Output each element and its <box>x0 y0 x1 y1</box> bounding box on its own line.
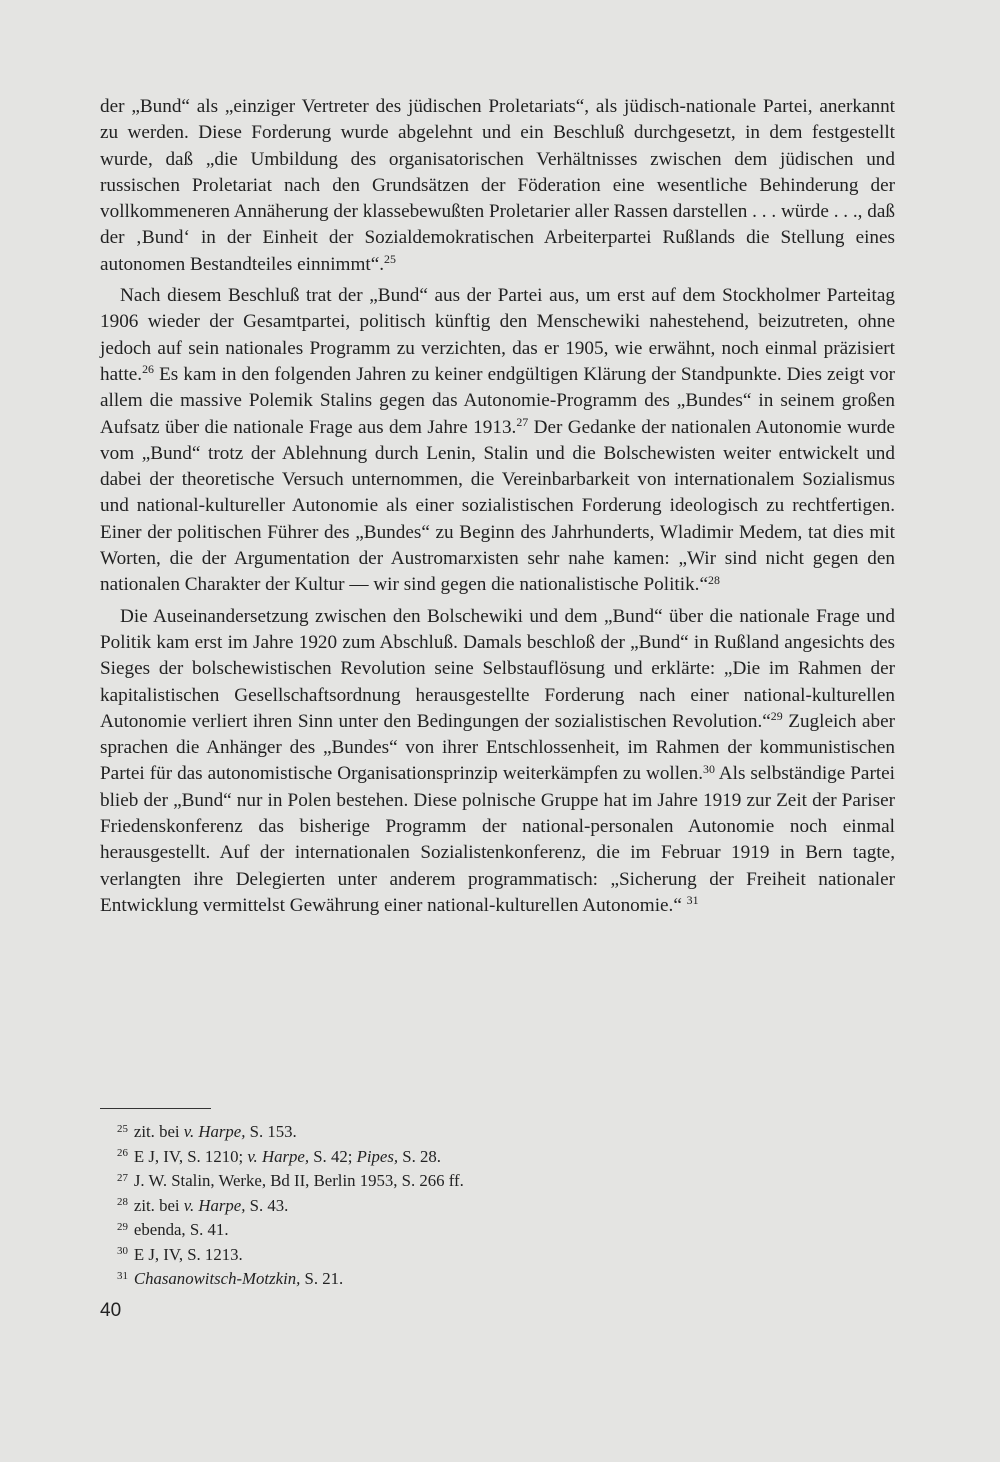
footnote-text: zit. bei <box>133 1195 184 1215</box>
footnote <box>117 1121 817 1146</box>
footnote-number: 28 <box>117 1196 128 1209</box>
text-run: der „Bund“ als „einziger Vertreter des jüdischen Proletariats“, als jüdisch-nationale Partei, anerkannt zu werden. Diese Forderung wurde abgelehnt und ein Beschluß durchgesetzt, in dem festgestellt wurde, daß „die Umbildung des organisatorischen Verhältnisses zwischen dem jüdischen und russischen Proletariat nach den Grundsätzen der Föderation eine wesentliche Behinderung der vollkommeneren Annäherung der klassebewußten Proletarier aller Rassen darstellen . . . würde . . ., daß der ‚Bund‘ in der Einheit der Sozialdemokratischen Arbeiterpartei Rußlands die Stellung eines autonomen Bestandteiles einnimmt“. <box>100 96 895 275</box>
footnote <box>117 1195 817 1220</box>
paragraph <box>100 283 895 599</box>
paragraph <box>100 604 895 920</box>
footnote-number: 25 <box>117 1122 128 1135</box>
footnote-text: J. W. Stalin, Werke, Bd II, Berlin 1953, S. 266 ff. <box>133 1171 464 1190</box>
footnote-text: S. 42; <box>309 1146 357 1166</box>
text-run: Es kam in den folgenden Jahren zu keiner endgültigen Klärung der Standpunkte. Dies zeigt vor allem die massive Polemik Stalins gegen das Autonomie-Programm des „Bundes“ in seinem großen Aufsatz über die nationale Frage aus dem Jahre 1913. <box>100 363 895 438</box>
footnote <box>117 1219 817 1244</box>
footnote-text: ebenda, S. 41. <box>133 1220 229 1239</box>
text-run: Nach diesem Beschluß trat der „Bund“ aus der Partei aus, um erst auf dem Stockholmer Parteitag 1906 wieder der Gesamtpartei, politisch künftig den Menschewiki nahestehend, beizutreten, ohne jedoch auf sein nationales Programm zu verzichten, das er 1905, wie erwähnt, noch einmal präzisiert hatte. <box>100 285 895 385</box>
footnotes <box>117 1121 817 1293</box>
footnote-reference: 30 <box>703 761 715 776</box>
cited-author: Pipes, <box>356 1146 399 1166</box>
footnote-text: E J, IV, S. 1210; <box>133 1146 248 1166</box>
text-run: Die Auseinandersetzung zwischen den Bolschewiki und dem „Bund“ über die nationale Frage und Politik kam erst im Jahre 1920 zum Abschluß. Damals beschloß der „Bund“ in Rußland angesichts des Sieges der bolschewistischen Revolution seine Selbstauflösung und erklärte: „Die im Rahmen der kapitalistischen Gesellschaftsordnung herausgestellte Forderung nach einer national-kulturellen Autonomie verliert ihren Sinn unter den Bedingungen der sozialistischen Revolution.“ <box>100 605 895 732</box>
cited-author: Chasanowitsch-Motzkin, <box>133 1269 301 1288</box>
footnote <box>117 1170 817 1195</box>
paragraph <box>100 94 895 278</box>
footnote-reference: 25 <box>384 252 396 267</box>
footnote-text: S. 43. <box>245 1195 289 1215</box>
footnote-reference: 29 <box>770 709 783 724</box>
footnote <box>117 1244 817 1269</box>
main-text <box>100 94 895 924</box>
footnote-text: S. 21. <box>300 1269 344 1288</box>
text-run: Als selbständige Partei blieb der „Bund“ nur in Polen bestehen. Diese polnische Gruppe hat im Jahre 1919 zur Zeit der Pariser Friedenskonferenz das bisherige Programm der national-personalen Autonomie noch einmal herausgestellt. Auf der internationalen Sozialistenkonferenz, die im Februar 1919 in Bern tagte, verlangten ihre Delegierten unter anderem programmatisch: „Sicherung der Freiheit nationaler Entwicklung vermittelst Gewährung einer national-kulturellen Autonomie.“ <box>100 763 896 916</box>
footnote-number: 31 <box>117 1269 128 1282</box>
cited-author: v. Harpe, <box>183 1122 246 1141</box>
text-run: Der Gedanke der nationalen Autonomie wurde vom „Bund“ trotz der Ablehnung durch Lenin, Stalin und die Bolschewisten weiter entwickelt und dabei der theoretische Versuch unternommen, die Vereinbarbarkeit von internationalem Sozialismus und national-kultureller Autonomie als einer sozialistischen Forderung ideologisch zu rechtfertigen. Einer der politischen Führer des „Bundes“ zu Beginn des Jahrhunderts, Wladimir Medem, tat dies mit Worten, die der Argumentation der Austromarxisten sehr nahe kamen: „Wir sind nicht gegen den nationalen Charakter der Kultur — wir sind gegen die nationalistische Politik.“ <box>100 416 895 596</box>
footnote-number: 30 <box>117 1245 128 1258</box>
cited-author: v. Harpe, <box>183 1195 246 1215</box>
page-number: 40 <box>100 1300 122 1321</box>
footnote-reference: 28 <box>708 572 720 587</box>
footnote-text: E J, IV, S. 1213. <box>133 1244 243 1264</box>
footnote-number: 27 <box>117 1171 128 1184</box>
footnote-text: S. 28. <box>398 1146 441 1166</box>
footnote <box>117 1268 817 1293</box>
footnote-reference: 31 <box>686 893 699 908</box>
footnote-text: zit. bei <box>133 1122 184 1141</box>
text-run: Zugleich aber sprachen die Anhänger des „Bundes“ von ihrer Entschlossenheit, im Rahmen der kommunistischen Partei für das autonomistische Organisationsprinzip weiterkämpfen zu wollen. <box>100 710 895 785</box>
footnote-text: S. 153. <box>245 1122 297 1141</box>
footnote-number: 29 <box>117 1220 128 1233</box>
footnote-number: 26 <box>117 1147 128 1160</box>
footnote-reference: 26 <box>142 362 154 377</box>
footnote-rule <box>100 1108 211 1109</box>
cited-author: v. Harpe, <box>247 1146 310 1166</box>
footnote <box>117 1146 817 1171</box>
footnote-reference: 27 <box>516 415 529 430</box>
